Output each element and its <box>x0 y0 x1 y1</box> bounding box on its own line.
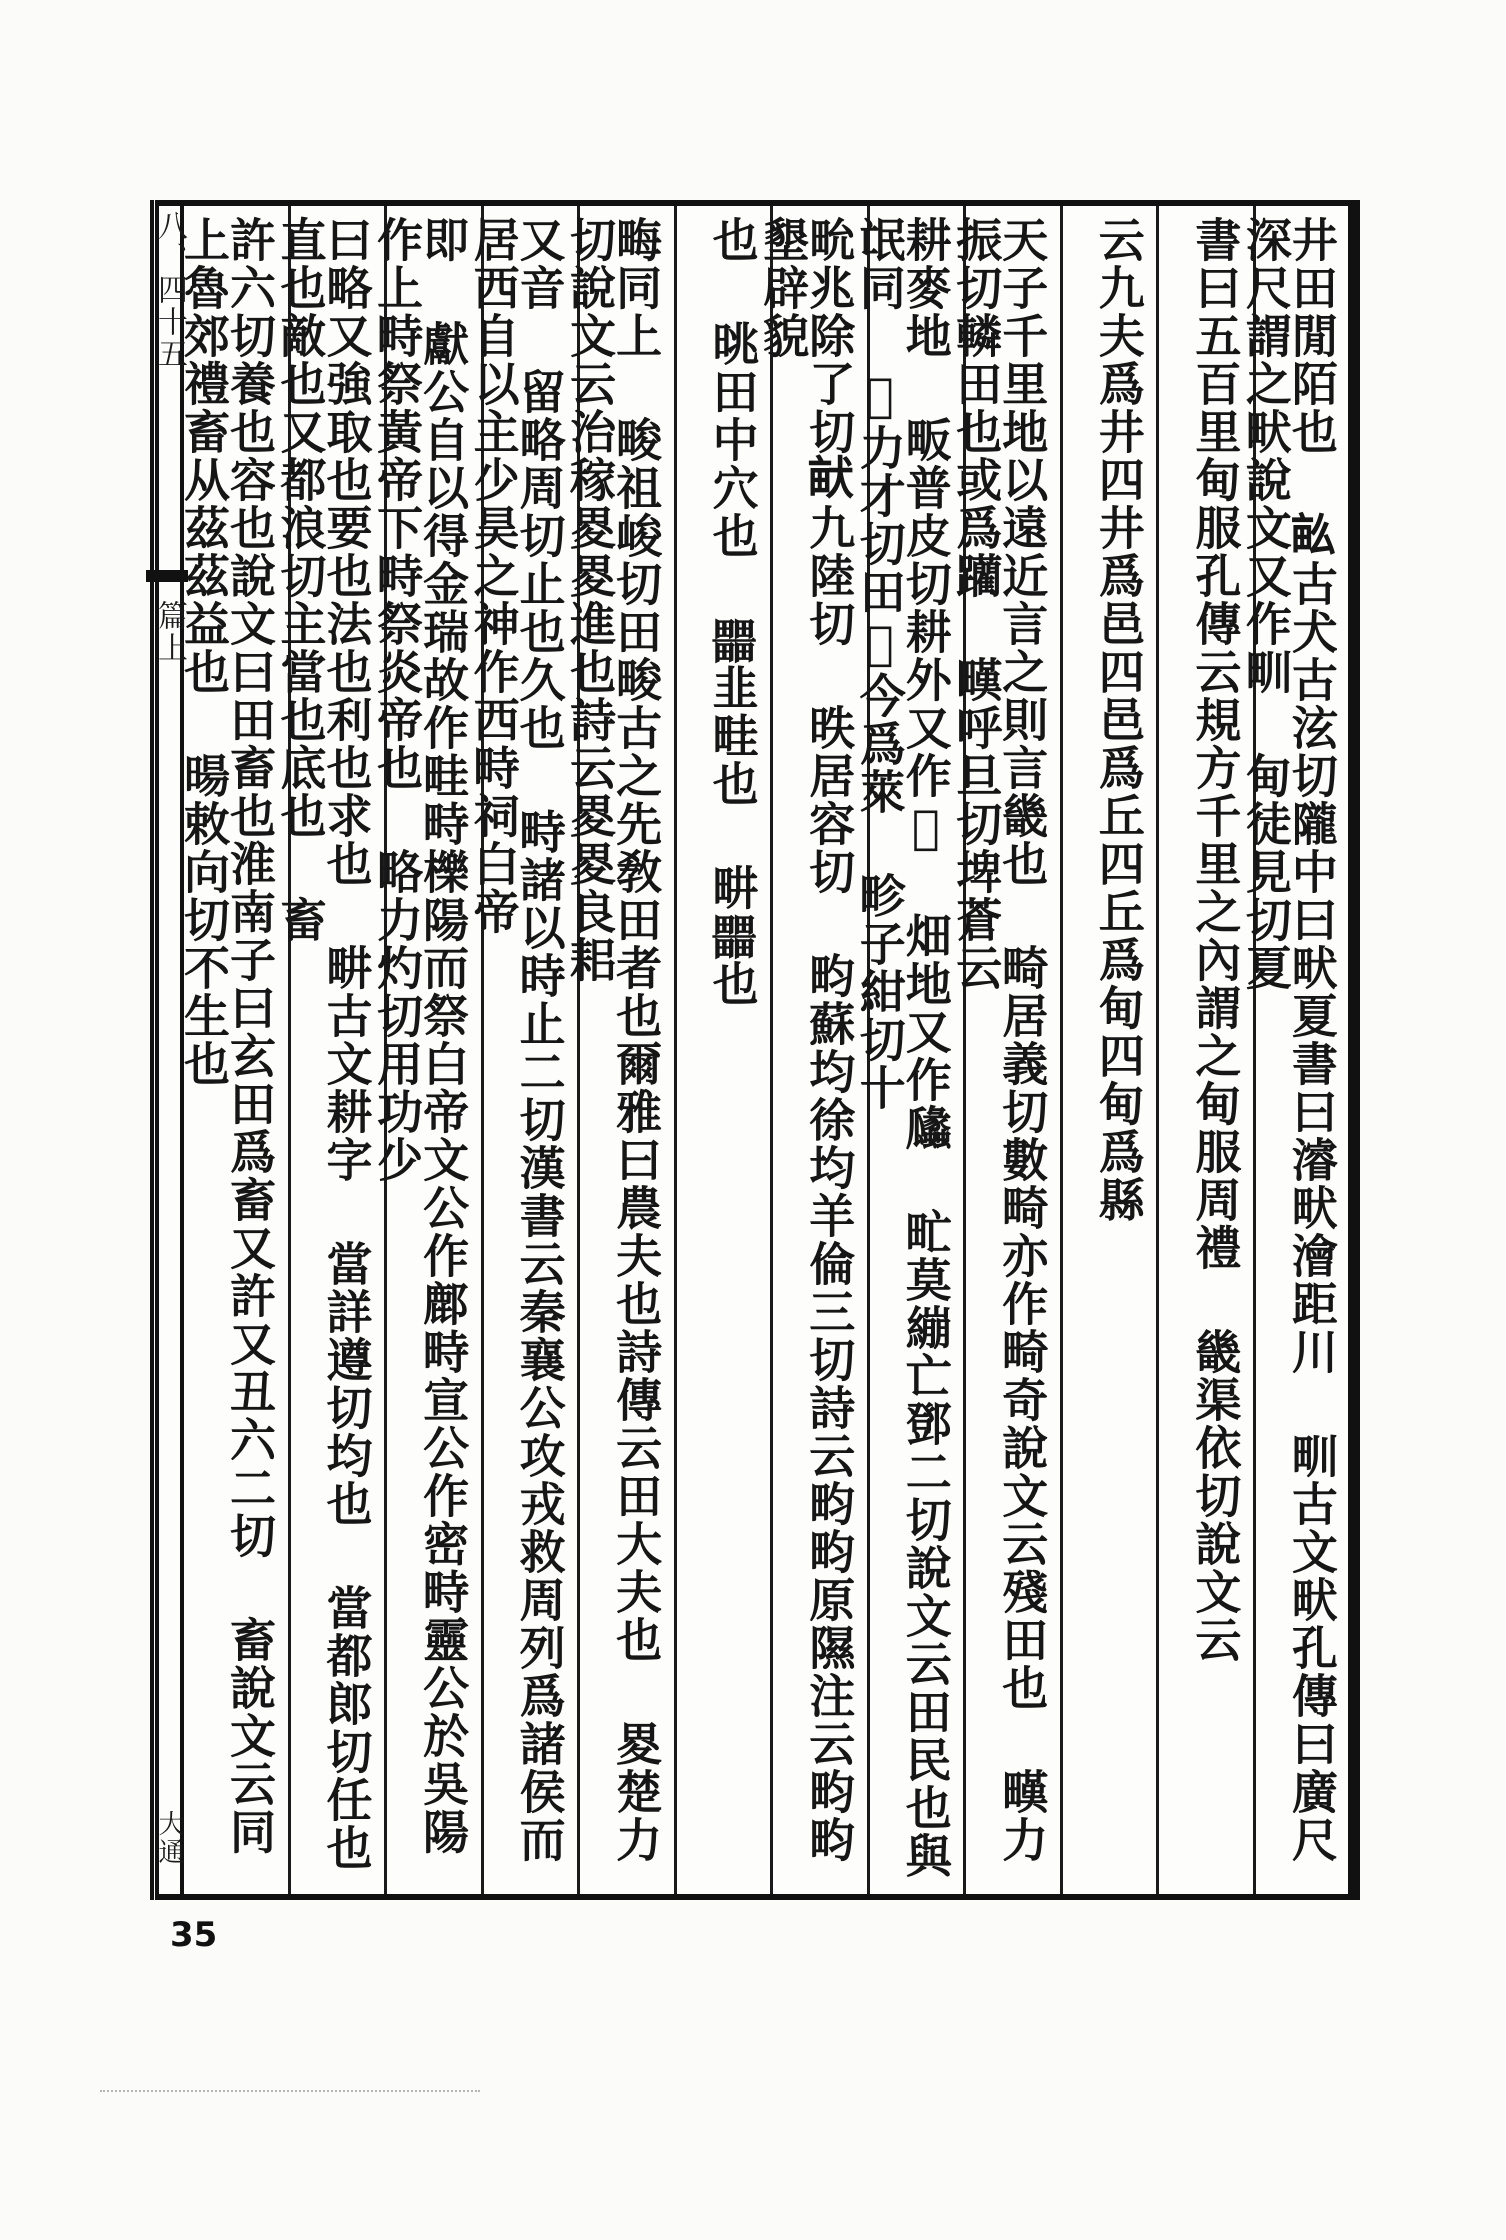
text-column-11: 曰略又強取也要也法也利也求也 畊古文耕字 當詳遵切均也 當都郎切任也直也敵也又都浪切主當也底也 畜 <box>288 206 372 1894</box>
text-column-3: 云九夫爲井四井爲邑四邑爲丘四丘爲甸四甸爲縣 <box>1060 206 1144 1894</box>
text-columns <box>177 206 1343 1894</box>
text-column-5: 耕麥地 畈普皮切耕外又作𤲱 畑地又作㼖 甿莫繃亡鄧二切說文云田民也與氓同 𤳪力才切田𤳪今爲萊 畛子紺切十 <box>867 206 951 1894</box>
gutter-label-middle: 篇上 <box>152 600 187 664</box>
text-column-4: 天子千里地以遠近言之則言畿也 畸居義切數畸亦作畸奇說文云殘田也 𤳉力振切轔田也或爲躪 𤳉呼旦切埤蒼云 <box>963 206 1047 1894</box>
text-column-7: 也 晀田中穴也 𤳹韭畦也 畊𤳹也 <box>674 206 758 1894</box>
text-column-12: 許六切養也容也說文曰田畜也淮南子曰玄田爲畜又許又丑六二切 畜說文云同上魯郊禮畜从茲茲益也 暘敕向切不生也 <box>177 216 277 1856</box>
text-column-2: 書曰五百里甸服孔傳云規方千里之內謂之甸服周禮 畿渠依切說文云 <box>1156 206 1240 1894</box>
scan-artifact <box>100 2090 480 2096</box>
text-column-8: 畮同上 畯祖峻切田畯古之先敎田者也爾雅曰農夫也詩傳云田大夫也 畟楚力切說文云治稼畟畟進也詩云畟畟良耜 <box>577 206 661 1894</box>
text-column-1: 井田閒陌也 𤱔古犬古泫切隴中曰畎夏書曰濬畎澮距川 甽古文畎孔傳曰廣尺深尺謂之畎說文又作甽 甸徒見切夏 <box>1253 206 1337 1894</box>
page-number: 35 <box>170 1915 218 1955</box>
text-column-6: 㽙兆除了切𤱶九陸切 昳居容切 畇蘇均徐均羊倫三切詩云畇畇原隰注云畇畇墾辟貌 <box>770 206 854 1894</box>
gutter-label-top: 八、四十五 <box>152 210 187 370</box>
text-column-10: 即 獻公自以得金瑞故作畦畤櫟陽而祭白帝文公作鄜畤宣公作密畤靈公於吳陽作上畤祭黃帝下畤祭炎帝也 略力灼切用功少 <box>384 206 468 1894</box>
gutter-label-bottom: 大通 <box>154 1810 184 1866</box>
text-column-9: 又音 留略周切止也久也 畤諸以時止二切漢書云秦襄公攻戎救周列爲諸侯而居西自以主少昊之神作西畤祠白帝 <box>481 206 565 1894</box>
